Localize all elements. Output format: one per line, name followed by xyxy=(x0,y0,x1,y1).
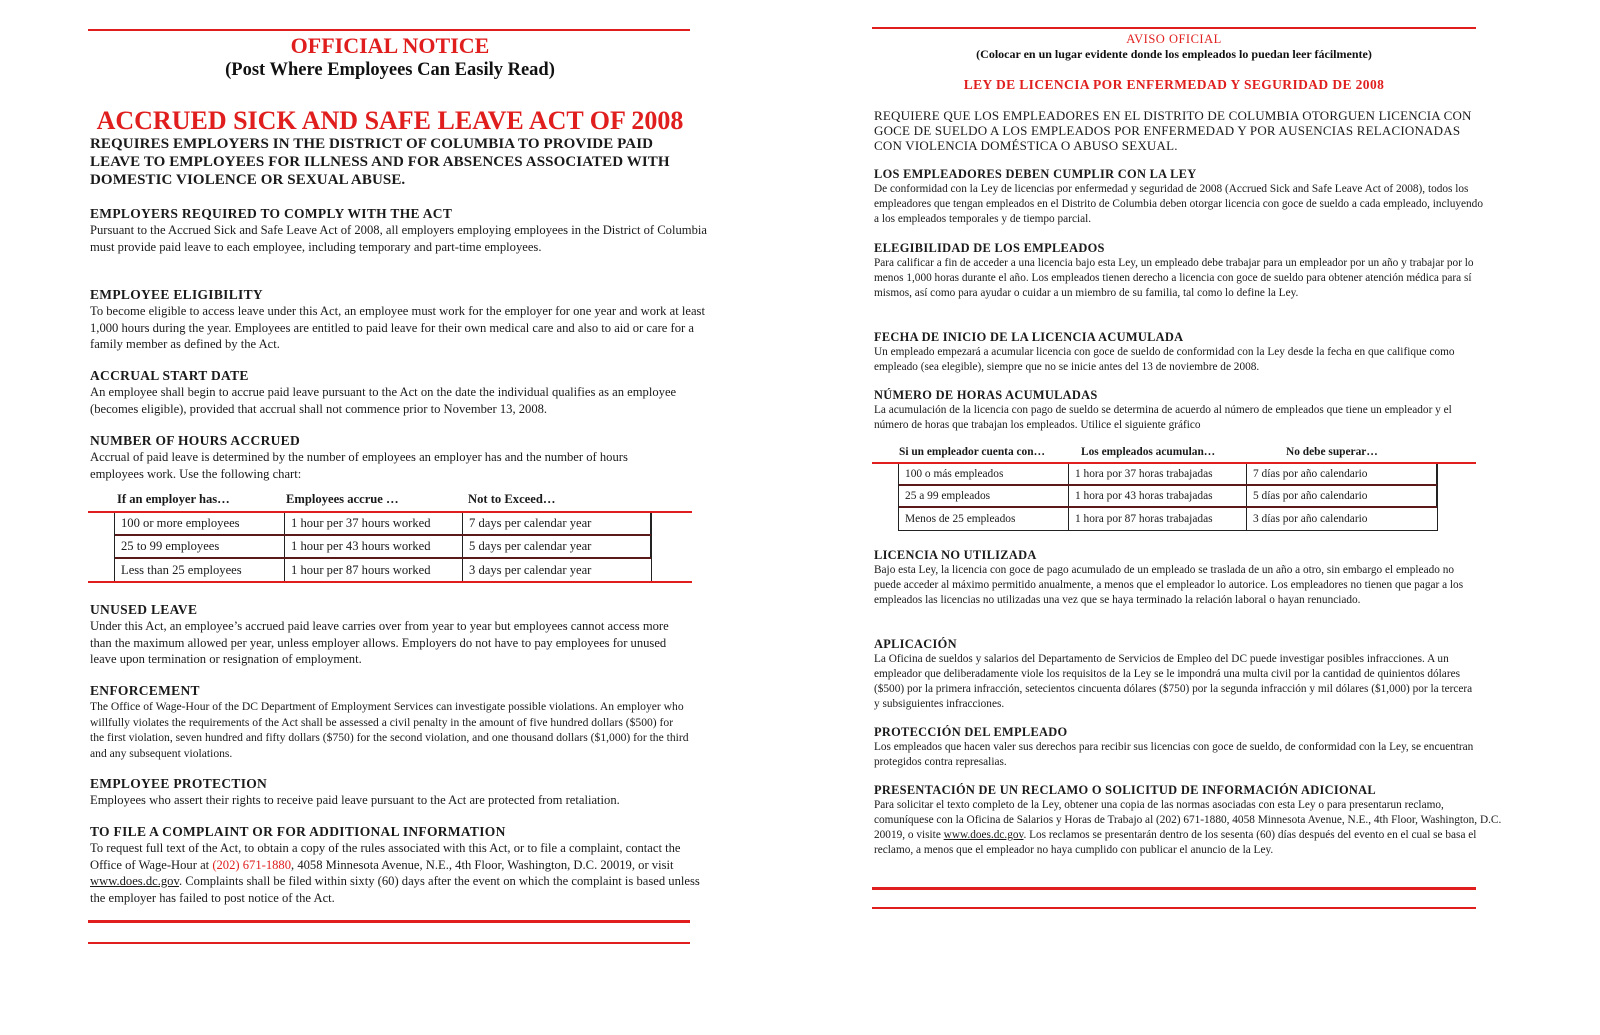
section-body: La acumulación de la licencia con pago de sueldo se determina de acuerdo al número de empleados que tiene un empleador y el número de horas que trabajan los empleados. Utilice el siguiente gráfico xyxy=(874,404,1452,431)
section-heading: LICENCIA NO UTILIZADA xyxy=(874,548,1037,562)
section-heading: FECHA DE INICIO DE LA LICENCIA ACUMULADA xyxy=(874,330,1184,344)
table-cell: 25 a 99 empleados xyxy=(899,486,1069,506)
table-rule xyxy=(88,581,692,583)
section-heading: ACCRUAL START DATE xyxy=(90,368,249,383)
section-unused-leave xyxy=(90,602,690,668)
act-title: LEY DE LICENCIA POR ENFERMEDAD Y SEGURIDAD DE 2008 xyxy=(963,77,1385,92)
section-heading: ELEGIBILIDAD DE LOS EMPLEADOS xyxy=(874,241,1105,255)
table-row xyxy=(899,464,1437,486)
section-employee-protection xyxy=(90,776,712,809)
table-cell: 100 o más empleados xyxy=(899,464,1069,484)
section-body: Accrual of paid leave is determined by the number of employees an employer has and the number of hours employees work. Use the following chart: xyxy=(90,450,628,481)
section-hours-accrued xyxy=(90,433,680,482)
section-body: Los empleados que hacen valer sus derechos para recibir sus licencias con goce de sueldo, de conformidad con la Ley, se encuentran protegidos contra represalias. xyxy=(874,741,1474,768)
section-body: To become eligible to access leave under this Act, an employee must work for the employer for one year and work at least 1,000 hours during the year. Employees are entitled to paid leave for their own medical care and also to aid or care for a family member as defined by the Act. xyxy=(90,304,705,351)
section-heading: ENFORCEMENT xyxy=(90,683,200,698)
table-cell: 1 hour per 87 hours worked xyxy=(285,559,463,582)
bottom-rule xyxy=(88,920,690,923)
table-row xyxy=(115,559,651,582)
table-header: No debe superar… xyxy=(1286,446,1378,458)
section-file-complaint xyxy=(874,783,1504,858)
section-body: Employees who assert their rights to receive paid leave pursuant to the Act are protected from retaliation. xyxy=(90,793,620,807)
section-employers-required xyxy=(874,167,1484,227)
act-title: ACCRUED SICK AND SAFE LEAVE ACT OF 2008 xyxy=(96,106,684,135)
table-cell: 1 hora por 43 horas trabajadas xyxy=(1069,486,1247,506)
section-heading: EMPLOYEE PROTECTION xyxy=(90,776,268,791)
bottom-rule xyxy=(872,907,1476,909)
act-lead: REQUIERE QUE LOS EMPLEADORES EN EL DISTRITO DE COLUMBIA OTORGUEN LICENCIA CON GOCE DE SUELDO A LOS EMPLEADOS POR ENFERMEDAD Y POR AUSENCIAS RELACIONADAS CON VIOLENCIA DOMÉSTICA O ABUSO SEXUAL. xyxy=(874,108,1472,153)
table-cell: 1 hora por 37 horas trabajadas xyxy=(1069,464,1247,484)
section-heading: LOS EMPLEADORES DEBEN CUMPLIR CON LA LEY xyxy=(874,167,1197,181)
section-body: Under this Act, an employee’s accrued paid leave carries over from year to year but employees cannot access more than the maximum allowed per year, unless employer allows. Employers do not have to pay employees for unused leave upon termination or resignation of employment. xyxy=(90,619,669,666)
table-cell: 5 days per calendar year xyxy=(463,536,651,557)
post-notice: (Post Where Employees Can Easily Read) xyxy=(225,60,555,80)
top-rule xyxy=(872,27,1476,29)
table-row xyxy=(115,536,651,559)
table-header: Si un empleador cuenta con… xyxy=(899,446,1045,458)
table-cell: Menos de 25 empleados xyxy=(899,508,1069,530)
table-header: Los empleados acumulan… xyxy=(1081,446,1216,458)
table-cell: Less than 25 employees xyxy=(115,559,285,582)
section-heading: NÚMERO DE HORAS ACUMULADAS xyxy=(874,388,1098,402)
section-enforcement xyxy=(874,637,1474,712)
section-heading: UNUSED LEAVE xyxy=(90,602,198,617)
complaint-text: . Los reclamos se presentarán dentro de los sesenta (60) días después del evento en el cual se basa el reclamo, a menos que el empleador no haya cumplido con publicar el anuncio de la Ley. xyxy=(874,829,1477,856)
section-body xyxy=(874,798,1504,858)
table-header: Not to Exceed… xyxy=(468,492,556,506)
table-cell: 1 hour per 37 hours worked xyxy=(285,513,463,534)
website-link[interactable]: www.does.dc.gov xyxy=(943,829,1024,841)
table-cell: 3 days per calendar year xyxy=(469,563,592,577)
section-body xyxy=(90,840,712,906)
table-row xyxy=(899,508,1437,530)
section-body: Para calificar a fin de acceder a una licencia bajo esta Ley, un empleado debe trabajar para un empleador por un año y trabajar por lo menos 1,000 horas durante el año. Los empleados tienen derecho a licencia con goce de sueldo para obtener atención médica para sí mismos, así como para ayudar o cuidar a un miembro de su familia, tal como lo define la Ley. xyxy=(874,257,1474,299)
table-cell: 1 hora por 87 horas trabajadas xyxy=(1069,508,1247,530)
section-enforcement xyxy=(90,683,690,761)
table-cell: 3 días por año calendario xyxy=(1253,513,1368,525)
section-body: De conformidad con la Ley de licencias por enfermedad y seguridad de 2008 (Accrued Sick and Safe Leave Act of 2008), todos los empleadores que tengan empleados en el Distrito de Columbia deben otorgar licencia con goce de sueldo a cada empleado, incluyendo a los empleados temporales y de tiempo parcial. xyxy=(874,183,1483,225)
table-cell: 5 días por año calendario xyxy=(1247,486,1437,506)
table-cell: 25 to 99 employees xyxy=(115,536,285,557)
act-lead: REQUIRES EMPLOYERS IN THE DISTRICT OF COLUMBIA TO PROVIDE PAID LEAVE TO EMPLOYEES FOR ILLNESS AND FOR ABSENCES ASSOCIATED WITH DOMESTIC VIOLENCE OR SEXUAL ABUSE. xyxy=(90,136,670,188)
section-body: Pursuant to the Accrued Sick and Safe Leave Act of 2008, all employers employing employees in the District of Columbia must provide paid leave to each employee, including temporary and part-time employees. xyxy=(90,223,707,254)
section-heading: APLICACIÓN xyxy=(874,637,957,651)
section-file-complaint xyxy=(90,824,712,906)
section-employee-eligibility xyxy=(90,287,712,353)
section-body: The Office of Wage-Hour of the DC Department of Employment Services can investigate possible violations. An employer who willfully violates the requirements of the Act shall be assessed a civil penalty in the amount of five hundred dollars ($500) for the first violation, seven hundred and fifty dollars ($750) for the second violation, and one thousand dollars ($1,000) for the third and any subsequent violations. xyxy=(90,700,689,760)
section-body: La Oficina de sueldos y salarios del Departamento de Servicios de Empleo del DC puede investigar posibles infracciones. A un empleador que deliberadamente viole los requisitos de la Ley se le impondrá una multa civil por la cantidad de quinientos dólares ($500) por la primera infracción, setecientos cincuenta dólares ($750) por la segunda infracción y mil dólares ($1,000) por la tercera y subsiguientes infracciones. xyxy=(874,653,1473,710)
top-rule xyxy=(88,29,690,31)
accrual-table xyxy=(88,492,692,586)
table-header: If an employer has… xyxy=(117,492,230,506)
table-header: Employees accrue … xyxy=(286,492,399,506)
section-heading: EMPLOYERS REQUIRED TO COMPLY WITH THE ACT xyxy=(90,206,453,221)
table-grid xyxy=(898,464,1438,531)
section-hours-accrued xyxy=(874,388,1464,433)
bottom-rule xyxy=(872,887,1476,890)
table-cell: 100 or more employees xyxy=(115,513,285,534)
section-body: Bajo esta Ley, la licencia con goce de pago acumulado de un empleado se traslada de un año a otro, sin embargo el empleado no puede acceder al máximo permitido anualmente, a menos que el empleador lo autorice. Los empleadores no tienen que pagar a los empleados las licencias no utilizadas una vez que se haya terminado la relación laboral o hayan renunciado. xyxy=(874,564,1464,606)
section-body: An employee shall begin to accrue paid leave pursuant to the Act on the date the individual qualifies as an employee (becomes eligible), provided that accrual shall not commence prior to November 13, 2008. xyxy=(90,385,677,416)
table-cell: 7 días por año calendario xyxy=(1247,464,1437,484)
section-heading: TO FILE A COMPLAINT OR FOR ADDITIONAL INFORMATION xyxy=(90,824,506,839)
section-accrual-start-date xyxy=(90,368,712,417)
section-employee-protection xyxy=(874,725,1474,770)
aviso-oficial-title: AVISO OFICIAL xyxy=(1126,32,1222,46)
complaint-text: Para solicitar el texto completo de la Ley, obtener una copia de las normas asociadas con esta Ley o para presentarun reclamo, comuníquese con la Oficina de Salarios y Horas de Trabajo al (202) 671-1880, 4058 Minnesota Avenue, N.E., 4th Floor, Washington, D.C. 20019, o visite xyxy=(874,799,1502,841)
bottom-rule xyxy=(88,942,690,944)
table-grid xyxy=(114,513,652,583)
complaint-text: . Complaints shall be filed within sixty (60) days after the event on which the complaint is based unless the employer has failed to post notice of the Act. xyxy=(90,874,700,905)
section-unused-leave xyxy=(874,548,1474,608)
section-accrual-start-date xyxy=(874,330,1474,375)
post-notice: (Colocar en un lugar evidente donde los empleados lo puedan leer fácilmente) xyxy=(976,47,1372,61)
section-body: Un empleado empezará a acumular licencia con goce de sueldo de conformidad con la Ley desde la fecha en que califique como empleado (sea elegible), siempre que no se inicie antes del 13 de noviembre de 2008. xyxy=(874,346,1455,373)
table-cell: 1 hour per 43 hours worked xyxy=(285,536,463,557)
official-notice-title: OFFICIAL NOTICE xyxy=(290,33,490,58)
table-row xyxy=(115,513,651,536)
accrual-table xyxy=(872,446,1476,532)
section-heading: EMPLOYEE ELIGIBILITY xyxy=(90,287,263,302)
phone-number-link[interactable]: (202) 671-1880 xyxy=(212,857,292,872)
table-row xyxy=(899,486,1437,508)
section-employers-required xyxy=(90,206,712,255)
section-employee-eligibility xyxy=(874,241,1484,301)
section-heading: PRESENTACIÓN DE UN RECLAMO O SOLICITUD DE INFORMACIÓN ADICIONAL xyxy=(874,783,1376,797)
table-cell: 7 days per calendar year xyxy=(463,513,651,534)
complaint-text: , 4058 Minnesota Avenue, N.E., 4th Floor, Washington, D.C. 20019, or visit xyxy=(291,857,674,872)
section-heading: PROTECCIÓN DEL EMPLEADO xyxy=(874,725,1068,739)
website-link[interactable]: www.does.dc.gov xyxy=(90,874,179,888)
complaint-text: To request full text of the Act, to obtain a copy of the rules associated with this Act, or to file a complaint, contact the Office of Wage-Hour at xyxy=(90,841,681,872)
section-heading: NUMBER OF HOURS ACCRUED xyxy=(90,433,301,448)
